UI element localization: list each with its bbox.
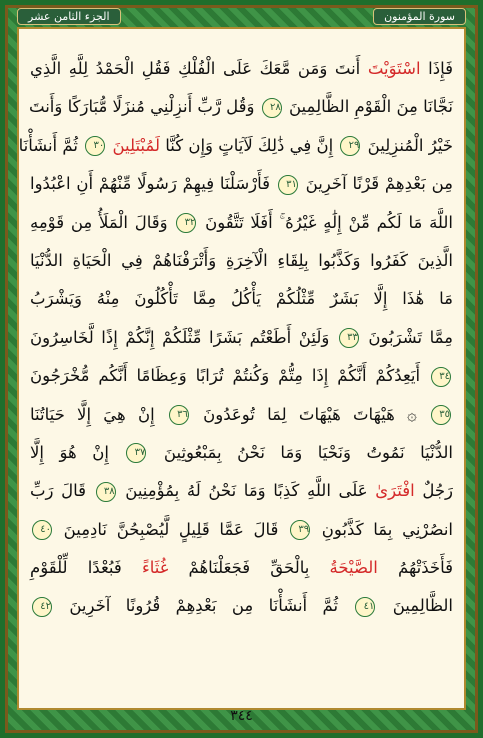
verse-text: ثُمَّ أَنشَأْنَا مِن بَعْدِهِمْ قُرُونًا آخَرِينَ — [54, 596, 354, 616]
ayah-number-marker: ٢٩ — [340, 136, 360, 156]
verse-text: إِنَّ فِي ذَٰلِكَ لَآيَاتٍ وَإِن كُنَّا — [159, 135, 339, 155]
ayah-number-marker: ٤١ — [355, 597, 375, 617]
text-line — [30, 50, 453, 88]
text-line — [30, 204, 453, 242]
ayah-number-marker: ٣٢ — [176, 213, 196, 233]
text-line — [30, 280, 453, 318]
ayah-number-marker: ٣٧ — [126, 443, 146, 463]
ayah-number-marker: ٢٨ — [262, 98, 282, 118]
highlighted-word: اسْتَوَيْتَ — [367, 59, 421, 78]
verse-text: ۞ هَيْهَاتَ هَيْهَاتَ لِمَا تُوعَدُونَ — [190, 404, 429, 424]
text-line — [30, 549, 453, 587]
verse-text: رَجُلٌ — [414, 481, 453, 501]
verse-text: ثُمَّ أَنشَأْنَا — [18, 135, 84, 155]
ayah-number-marker: ٣٤ — [431, 367, 451, 387]
verse-text: الَّذِينَ كَفَرُوا وَكَذَّبُوا بِلِقَاءِ الْآخِرَةِ وَأَتْرَفْنَاهُمْ فِي الْحَيَاةِ الدُّنْيَا — [30, 250, 453, 270]
verse-text: انصُرْنِي بِمَا كَذَّبُونِ — [312, 519, 454, 539]
highlighted-word: افْتَرَىٰ — [375, 481, 415, 501]
text-line — [30, 434, 453, 472]
juz-label: الجزء الثامن عشر — [17, 8, 121, 25]
page-number: ٣٤٤ — [230, 708, 253, 724]
ayah-number-marker: ٣٠ — [85, 136, 105, 156]
verse-text: فَإِذَا — [420, 59, 453, 78]
text-line — [30, 472, 453, 510]
text-line — [30, 88, 453, 126]
text-line — [30, 396, 453, 434]
verse-text: أَنتَ وَمَن مَّعَكَ عَلَى الْفُلْكِ فَقُلِ الْحَمْدُ لِلَّهِ الَّذِي — [30, 59, 368, 78]
verse-text: بِالْحَقِّ فَجَعَلْنَاهُمْ — [168, 558, 330, 578]
verse-text: إِنْ هِيَ إِلَّا حَيَاتُنَا — [30, 404, 167, 424]
verse-text: قَالَ رَبِّ — [30, 481, 94, 501]
verse-text: خَيْرُ الْمُنزِلِينَ — [362, 135, 453, 155]
text-line — [30, 357, 453, 395]
text-line — [30, 165, 453, 203]
ayah-number-marker: ٤٠ — [32, 520, 52, 540]
ayah-number-marker: ٣٣ — [339, 328, 359, 348]
ayah-number-marker: ٣٥ — [431, 405, 451, 425]
verse-text: وَلَئِنْ أَطَعْتُم بَشَرًا مِّثْلَكُمْ إِنَّكُمْ إِذًا لَّخَاسِرُونَ — [30, 327, 337, 347]
highlighted-word: غُثَاءً — [141, 558, 169, 578]
verse-text: أَيَعِدُكُمْ أَنَّكُمْ إِذَا مِتُّمْ وَكُنتُمْ تُرَابًا وَعِظَامًا أَنَّكُم مُّخْرَجُونَ — [30, 366, 429, 386]
verse-text: الدُّنْيَا نَمُوتُ وَنَحْيَا وَمَا نَحْنُ بِمَبْعُوثِينَ — [148, 442, 454, 462]
verse-text: فَبُعْدًا لِّلْقَوْمِ — [30, 558, 142, 578]
ayah-number-marker: ٣١ — [278, 175, 298, 195]
ayah-number-marker: ٣٩ — [290, 520, 310, 540]
verse-text: فَأَخَذَتْهُمُ — [377, 558, 453, 578]
verse-text: اللَّهَ مَا لَكُم مِّنْ إِلَٰهٍ غَيْرُهُ ۚ أَفَلَا تَتَّقُونَ — [198, 212, 453, 232]
text-line — [30, 319, 453, 357]
verse-text: قَالَ عَمَّا قَلِيلٍ لَّيُصْبِحُنَّ نَادِمِينَ — [54, 519, 289, 539]
highlighted-word: لَمُبْتَلِينَ — [112, 135, 160, 155]
ayah-number-marker: ٣٦ — [169, 405, 189, 425]
verse-text: فَأَرْسَلْنَا فِيهِمْ رَسُولًا مِّنْهُمْ أَنِ اعْبُدُوا — [30, 174, 276, 194]
verse-text: عَلَى اللَّهِ كَذِبًا وَمَا نَحْنُ لَهُ بِمُؤْمِنِينَ — [117, 481, 376, 501]
highlighted-word: الصَّيْحَةُ — [329, 558, 378, 578]
quran-text — [18, 50, 454, 626]
page-header — [17, 6, 466, 27]
text-line — [30, 587, 453, 625]
verse-text: نَجَّانَا مِنَ الْقَوْمِ الظَّالِمِينَ — [283, 97, 453, 117]
verse-text: الظَّالِمِينَ — [377, 596, 453, 616]
verse-text: مَا هَٰذَا إِلَّا بَشَرٌ مِّثْلُكُمْ يَأْكُلُ مِمَّا تَأْكُلُونَ مِنْهُ وَيَشْرَبُ — [30, 289, 453, 309]
verse-text: وَقُل رَّبِّ أَنزِلْنِي مُنزَلًا مُّبَارَكًا وَأَنتَ — [29, 97, 260, 117]
verse-text: وَقَالَ الْمَلَأُ مِن قَوْمِهِ — [30, 212, 175, 232]
ayah-number-marker: ٤٢ — [32, 597, 52, 617]
surah-name-label: سورة المؤمنون — [373, 8, 466, 25]
text-line — [18, 127, 453, 165]
verse-text: إِنْ هُوَ إِلَّا — [30, 442, 125, 462]
verse-text: مِن بَعْدِهِمْ قَرْنًا آخَرِينَ — [299, 174, 453, 194]
text-line — [30, 242, 453, 280]
verse-text: مِمَّا تَشْرَبُونَ — [360, 327, 454, 347]
text-line — [30, 511, 453, 549]
ayah-number-marker: ٣٨ — [96, 482, 116, 502]
